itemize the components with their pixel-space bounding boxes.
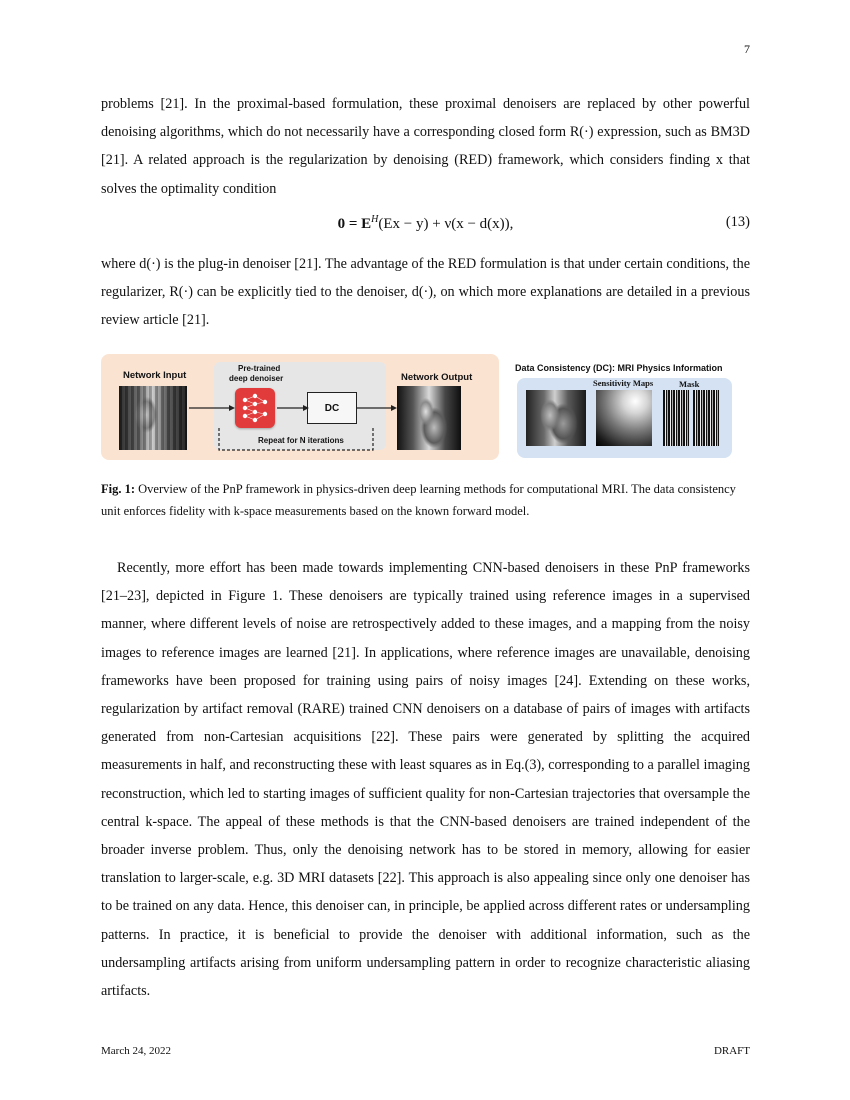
figure-caption [101,478,750,522]
footer-status: DRAFT [713,1045,750,1057]
network-output-label: Network Output [401,372,473,383]
equation-superscript: H [371,214,379,225]
dc-mri-image [526,390,586,446]
equation-body [101,214,750,233]
equation-number: (13) [725,214,750,230]
mask-label: Mask [679,379,700,389]
footer-date: March 24, 2022 [101,1045,171,1057]
repeat-label: Repeat for N iterations [258,436,344,445]
dc-title: Data Consistency (DC): MRI Physics Information [515,363,723,373]
network-input-label: Network Input [123,370,187,381]
pretrained-label-2: deep denoiser [229,374,284,383]
paragraph-proximal: problems [21]. In the proximal-based formulation, these proximal denoisers are replaced by other powerful denoising algorithms, which do not necessarily have a corresponding closed form R(·) expression, such as BM3D [21]. A related approach is the regularization by denoising (RED) framework, which considers finding x that solves the optimality condition [101,96,750,197]
paragraph-red: where d(·) is the plug-in denoiser [21]. The advantage of the RED formulation is that under certain conditions, the regularizer, R(·) can be explicitly tied to the denoiser, d(·), on which more explanations are detailed in a previous review article [21]. [101,256,750,329]
network-output-image [397,386,461,450]
mask-image-1 [663,390,689,446]
dc-block: DC [307,392,357,424]
mask-image-2 [693,390,719,446]
sensitivity-map-image [596,390,652,446]
paragraph-cnn-denoisers: Recently, more effort has been made towards implementing CNN-based denoisers in these PnP frameworks [21–23], depicted in Figure 1. These denoisers are typically trained using reference images in a supervised manner, where different levels of noise are retrospectively added to these images, and a mapping from the noisy images to reference images are learned [21]. In applications, where reference images are unavailable, denoising frameworks have been proposed for training using pairs of noisy images [24]. Extending on these works, regularization by artifact removal (RARE) trained CNN denoisers on a database of pairs of images with artifacts generated from non-Cartesian acquisitions [22]. These pairs were generated by splitting the acquired measurements in half, and reconstructing these with least squares as in Eq.(3), corresponding to a parallel imaging reconstruction, which led to starting images of sufficient quality for non-Cartesian trajectories that oversample the central k-space. The appeal of these methods is that the CNN-based denoisers are trained independent of the broader inverse problem. Thus, only the denoising network has to be stored in memory, allowing for easier translation to larger-scale, e.g. 3D MRI datasets [22]. This approach is also appealing since only one denoiser has to be trained on any data. Hence, this denoiser can, in principle, be applied across different rates or undersampling patterns. In practice, it is beneficial to provide the denoiser with additional information, such as the undersampling artifacts arising from uniform undersampling pattern in order to recognize characteristic aliasing artifacts. [101,560,750,1000]
page-number: 7 [744,42,750,56]
equation-13 [101,212,750,238]
caption-label: Fig. 1: [101,482,136,496]
equation-rhs-1: = E [345,216,372,232]
pretrained-label-1: Pre-trained [238,364,281,373]
equation-lhs: 0 [337,216,346,232]
sensitivity-maps-label: Sensitivity Maps [593,378,654,388]
equation-rhs-2: (Ex − y) + ν(x − d(x)), [378,216,514,232]
caption-text: Overview of the PnP framework in physics-driven deep learning methods for computational MRI. The data consistency unit enforces fidelity with k-space measurements based on the known forward model. [101,482,736,518]
figure-1 [101,354,750,466]
